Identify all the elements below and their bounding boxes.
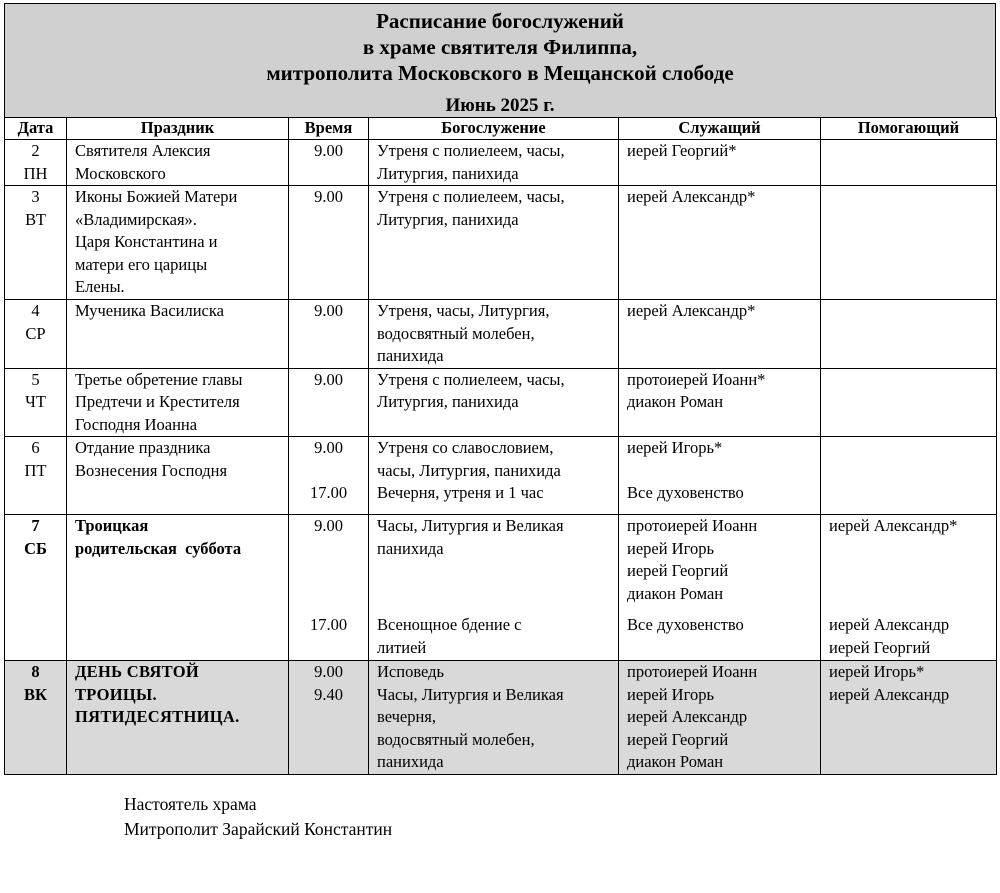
service-time: 9.00 bbox=[314, 662, 343, 681]
celebrant-cell bbox=[619, 186, 821, 300]
table-header-row bbox=[5, 118, 997, 140]
service-line: Вечерня, утреня и 1 час bbox=[377, 483, 544, 502]
feast-line: ПЯТИДЕСЯТНИЦА. bbox=[75, 707, 240, 726]
weekday: ЧТ bbox=[25, 392, 46, 411]
feast-cell bbox=[67, 515, 289, 661]
assistant-name: иерей Георгий bbox=[829, 637, 931, 657]
feast-line: Святителя Алексия bbox=[75, 141, 211, 160]
celebrant-name: Все духовенство bbox=[627, 615, 744, 634]
table-row bbox=[5, 515, 997, 661]
feast-line: Троицкая bbox=[75, 516, 149, 535]
feast-cell bbox=[67, 437, 289, 515]
feast-line: родительская суббота bbox=[75, 538, 242, 558]
feast-line: Господня Иоанна bbox=[75, 414, 198, 434]
date-cell bbox=[5, 300, 67, 369]
service-line: панихида bbox=[377, 346, 444, 365]
date-cell bbox=[5, 186, 67, 300]
celebrant-cell bbox=[619, 515, 821, 661]
date-number: 8 bbox=[31, 662, 40, 681]
service-line: Утреня с полиелеем, часы, bbox=[377, 141, 565, 160]
assistant-cell bbox=[821, 515, 997, 661]
date-number: 5 bbox=[31, 369, 40, 389]
service-line: литией bbox=[377, 637, 427, 657]
assistant-cell bbox=[821, 140, 997, 186]
celebrant-cell bbox=[619, 300, 821, 369]
service-line: Часы, Литургия и Великая bbox=[377, 516, 564, 535]
time-cell bbox=[289, 368, 369, 437]
service-time: 17.00 bbox=[309, 483, 348, 502]
table-row bbox=[5, 437, 997, 515]
time-cell bbox=[289, 140, 369, 186]
feast-line: матери его царицы bbox=[75, 254, 208, 274]
weekday: СБ bbox=[24, 538, 47, 558]
feast-line: Иконы Божией Матери bbox=[75, 187, 238, 206]
feast-line: «Владимирская». bbox=[75, 209, 197, 229]
service-line: водосвятный молебен, bbox=[377, 729, 535, 749]
feast-line: Вознесения Господня bbox=[75, 460, 228, 480]
title-line-2: в храме святителя Филиппа, bbox=[362, 35, 638, 59]
assistant-name: иерей Александр* bbox=[829, 516, 958, 535]
celebrant-name: иерей Георгий bbox=[627, 561, 729, 580]
weekday: СР bbox=[25, 323, 46, 343]
column-header-service: Богослужение bbox=[369, 118, 619, 140]
table-row bbox=[5, 140, 997, 186]
date-cell bbox=[5, 661, 67, 775]
schedule-sheet bbox=[4, 3, 996, 775]
celebrant-name: протоиерей Иоанн bbox=[627, 516, 758, 535]
feast-line: Предтечи и Крестителя bbox=[75, 392, 240, 411]
service-line: вечерня, bbox=[377, 707, 437, 726]
celebrant-name: иерей Игорь bbox=[627, 538, 714, 558]
column-header-feast: Праздник bbox=[67, 118, 289, 140]
assistant-name: иерей Игорь* bbox=[829, 662, 925, 681]
table-row bbox=[5, 368, 997, 437]
feast-line: Елены. bbox=[75, 277, 125, 296]
service-line: водосвятный молебен, bbox=[377, 323, 535, 343]
celebrant-name: Все духовенство bbox=[627, 483, 744, 502]
feast-line: Царя Константина и bbox=[75, 232, 218, 251]
assistant-cell bbox=[821, 368, 997, 437]
celebrant-name: протоиерей Иоанн bbox=[627, 662, 758, 681]
signature-block bbox=[124, 792, 392, 842]
table-row bbox=[5, 300, 997, 369]
service-time: 17.00 bbox=[309, 615, 348, 634]
assistant-cell bbox=[821, 661, 997, 775]
date-number: 6 bbox=[31, 438, 40, 457]
celebrant-name: иерей Игорь bbox=[627, 684, 714, 704]
service-cell bbox=[369, 300, 619, 369]
weekday: ПТ bbox=[24, 460, 47, 480]
service-cell bbox=[369, 515, 619, 661]
service-cell bbox=[369, 140, 619, 186]
table-row bbox=[5, 661, 997, 775]
feast-cell bbox=[67, 300, 289, 369]
celebrant-name: иерей Александр bbox=[627, 707, 748, 726]
feast-line: ДЕНЬ СВЯТОЙ bbox=[75, 662, 199, 681]
service-line: панихида bbox=[377, 538, 444, 558]
celebrant-name: протоиерей Иоанн* bbox=[627, 369, 766, 389]
celebrant-name: диакон Роман bbox=[627, 392, 724, 411]
feast-cell bbox=[67, 140, 289, 186]
schedule-header bbox=[4, 3, 996, 117]
column-header-assistant: Помогающий bbox=[821, 118, 997, 140]
celebrant-cell bbox=[619, 140, 821, 186]
date-cell bbox=[5, 140, 67, 186]
date-number: 3 bbox=[31, 187, 40, 206]
date-number: 7 bbox=[31, 516, 40, 535]
date-cell bbox=[5, 515, 67, 661]
service-line: панихида bbox=[377, 752, 444, 771]
feast-line: Мученика Василиска bbox=[75, 301, 224, 320]
table-row bbox=[5, 186, 997, 300]
title-line-3: митрополита Московского в Мещанской слободе bbox=[266, 61, 734, 85]
feast-line: Отдание праздника bbox=[75, 438, 211, 457]
celebrant-name: иерей Александр* bbox=[627, 187, 756, 206]
time-cell bbox=[289, 300, 369, 369]
column-header-date: Дата bbox=[5, 118, 67, 140]
service-time: 9.00 bbox=[314, 141, 343, 160]
feast-line: Третье обретение главы bbox=[75, 369, 243, 389]
weekday: ВК bbox=[24, 684, 47, 704]
celebrant-name: диакон Роман bbox=[627, 752, 724, 771]
date-cell bbox=[5, 437, 67, 515]
service-line: Часы, Литургия и Великая bbox=[377, 684, 564, 704]
service-line: Утреня, часы, Литургия, bbox=[377, 301, 550, 320]
feast-line: ТРОИЦЫ. bbox=[75, 684, 157, 704]
weekday: ВТ bbox=[25, 209, 46, 229]
service-time: 9.00 bbox=[314, 369, 343, 389]
service-time: 9.00 bbox=[314, 438, 343, 457]
celebrant-name: иерей Георгий bbox=[627, 729, 729, 749]
service-line: Литургия, панихида bbox=[377, 209, 519, 229]
service-time: 9.40 bbox=[314, 684, 343, 704]
assistant-cell bbox=[821, 186, 997, 300]
celebrant-name: иерей Игорь* bbox=[627, 438, 723, 457]
service-time: 9.00 bbox=[314, 516, 343, 535]
rector-title: Настоятель храма bbox=[124, 794, 257, 814]
date-number: 2 bbox=[31, 141, 40, 160]
celebrant-name: диакон Роман bbox=[627, 583, 724, 603]
schedule-table bbox=[4, 117, 997, 775]
rector-name: Митрополит Зарайский Константин bbox=[124, 819, 393, 839]
celebrant-cell bbox=[619, 437, 821, 515]
column-header-celebrant: Служащий bbox=[619, 118, 821, 140]
title-line-1: Расписание богослужений bbox=[376, 9, 624, 33]
feast-cell bbox=[67, 368, 289, 437]
service-line: Исповедь bbox=[377, 662, 445, 681]
celebrant-name: иерей Георгий* bbox=[627, 141, 737, 160]
feast-cell bbox=[67, 186, 289, 300]
service-line: Литургия, панихида bbox=[377, 392, 519, 411]
time-cell bbox=[289, 661, 369, 775]
feast-line: Московского bbox=[75, 163, 166, 183]
assistant-cell bbox=[821, 300, 997, 369]
assistant-name: иерей Александр bbox=[829, 615, 950, 634]
service-line: Литургия, панихида bbox=[377, 163, 519, 183]
service-time: 9.00 bbox=[314, 301, 343, 320]
service-cell bbox=[369, 661, 619, 775]
celebrant-cell bbox=[619, 661, 821, 775]
service-cell bbox=[369, 437, 619, 515]
service-line: Утреня с полиелеем, часы, bbox=[377, 369, 565, 389]
service-line: часы, Литургия, панихида bbox=[377, 460, 561, 480]
date-number: 4 bbox=[31, 301, 40, 320]
time-cell bbox=[289, 437, 369, 515]
service-cell bbox=[369, 186, 619, 300]
weekday: ПН bbox=[23, 163, 48, 183]
time-cell bbox=[289, 515, 369, 661]
assistant-cell bbox=[821, 437, 997, 515]
service-line: Всенощное бдение с bbox=[377, 615, 522, 634]
service-line: Утреня с полиелеем, часы, bbox=[377, 187, 565, 206]
column-header-time: Время bbox=[289, 118, 369, 140]
feast-cell bbox=[67, 661, 289, 775]
service-line: Утреня со славословием, bbox=[377, 438, 554, 457]
celebrant-name: иерей Александр* bbox=[627, 301, 756, 320]
service-cell bbox=[369, 368, 619, 437]
assistant-name: иерей Александр bbox=[829, 684, 950, 704]
celebrant-cell bbox=[619, 368, 821, 437]
date-cell bbox=[5, 368, 67, 437]
month-label: Июнь 2025 г. bbox=[445, 95, 555, 116]
time-cell bbox=[289, 186, 369, 300]
service-time: 9.00 bbox=[314, 187, 343, 206]
